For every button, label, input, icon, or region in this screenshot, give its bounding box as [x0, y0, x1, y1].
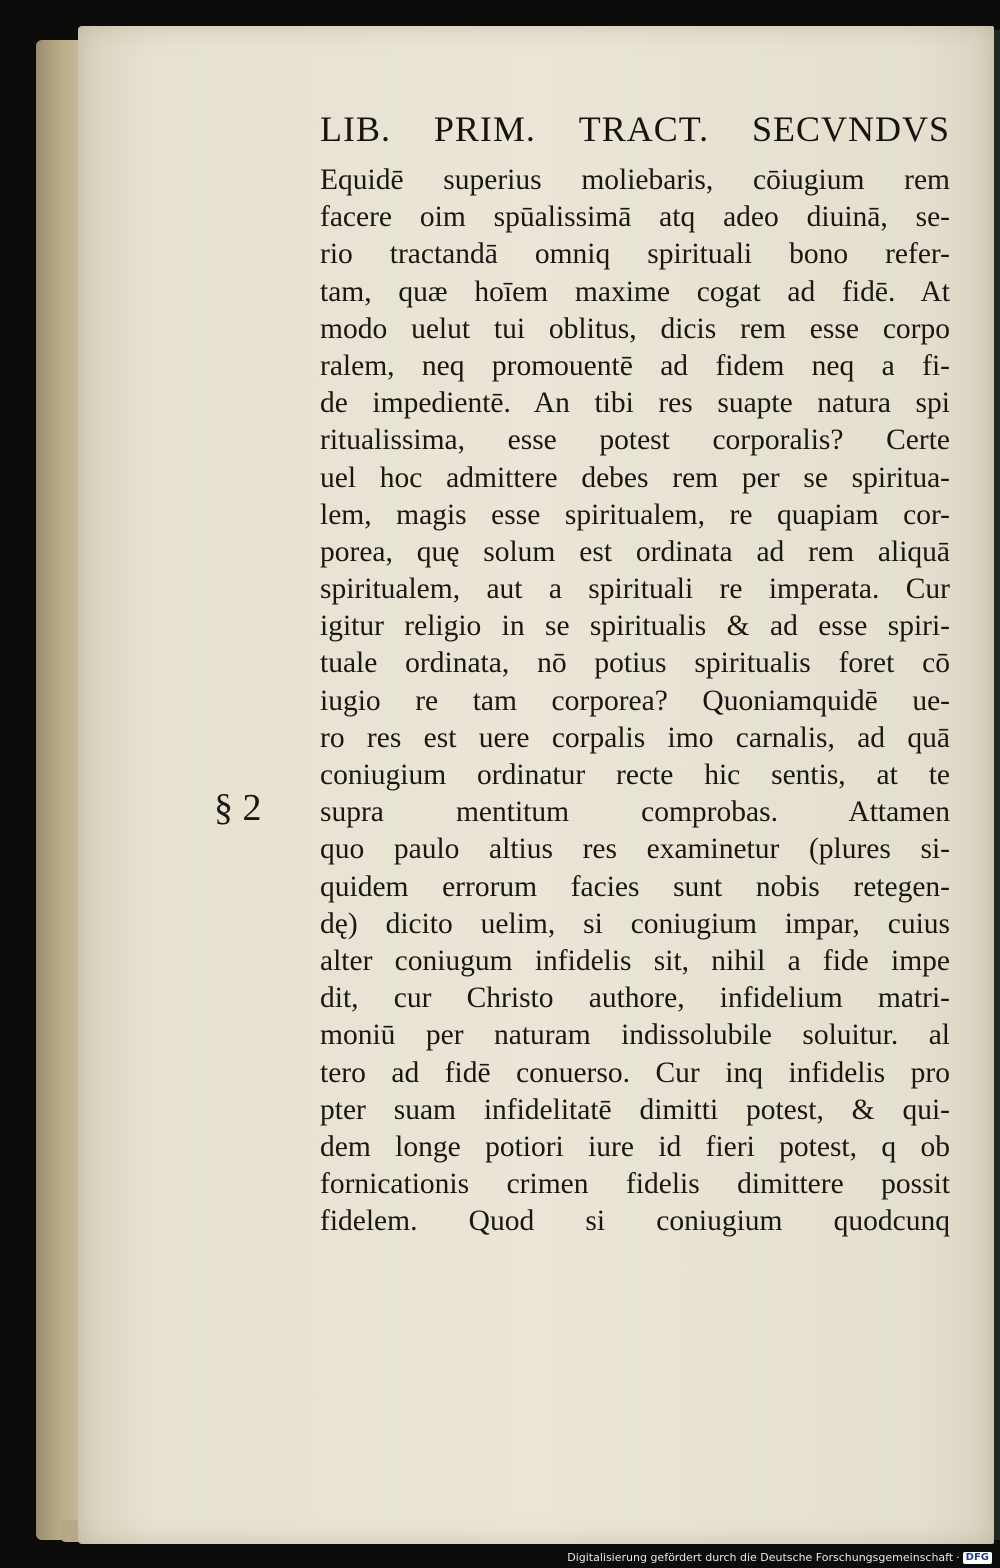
- text-line: de impedientē. An tibi res suapte natura spi: [320, 387, 950, 420]
- running-head-word: SECVNDVS: [751, 109, 950, 149]
- digitization-credit: [567, 1550, 992, 1566]
- text-line: uel hoc admittere debes rem per se spiritua-: [320, 461, 950, 494]
- running-head: [320, 108, 950, 150]
- text-line: tero ad fidē conuerso. Cur inq infidelis pro: [320, 1056, 950, 1089]
- text-line: dit, cur Christo authore, infidelium matri-: [320, 982, 950, 1015]
- text-line: tam, quæ hoīem maxime cogat ad fidē. At: [320, 275, 950, 308]
- text-line: iugio re tam corporea? Quoniamquidē ue-: [320, 684, 950, 717]
- text-line: ritualissima, esse potest corporalis? Certe: [320, 424, 950, 457]
- text-line: Equidē superius moliebaris, cōiugium rem: [320, 164, 950, 196]
- text-line: porea, quę solum est ordinata ad rem aliquā: [320, 535, 950, 568]
- body-text: [320, 162, 950, 1240]
- text-line: tuale ordinata, nō potius spiritualis foret cō: [320, 647, 950, 680]
- text-line: pter suam infidelitatē dimitti potest, & qui-: [320, 1093, 950, 1126]
- text-line: rio tractandā omniq spirituali bono refer-: [320, 238, 950, 271]
- margin-section-note: § 2: [214, 787, 262, 829]
- text-line: fidelem. Quod si coniugium quodcunq: [320, 1205, 950, 1238]
- text-line: quidem errorum facies sunt nobis retegen-: [320, 870, 950, 903]
- text-line: lem, magis esse spiritualem, re quapiam cor-: [320, 498, 950, 531]
- text-line: ro res est uere corpalis imo carnalis, ad quā: [320, 721, 950, 754]
- text-line: supra mentitum comprobas. Attamen: [320, 796, 950, 829]
- text-line: dem longe potiori iure id fieri potest, q ob: [320, 1130, 950, 1163]
- text-line: spiritualem, aut a spirituali re imperata. Cur: [320, 573, 950, 606]
- running-head-word: LIB.: [320, 109, 391, 149]
- running-head-word: TRACT.: [578, 109, 710, 149]
- text-line: quo paulo altius res examinetur (plures si-: [320, 833, 950, 866]
- text-line: fornicationis crimen fidelis dimittere possit: [320, 1168, 950, 1201]
- text-line: dę) dicito uelim, si coniugium impar, cuius: [320, 907, 950, 940]
- dfg-logo-icon: DFG: [963, 1552, 992, 1564]
- text-line: ralem, neq promouentē ad fidem neq a fi-: [320, 349, 950, 382]
- text-line: facere oim spūalissimā atq adeo diuinā, se-: [320, 201, 950, 234]
- text-line: moniū per naturam indissolubile soluitur. al: [320, 1019, 950, 1052]
- text-line: igitur religio in se spiritualis & ad esse spiri-: [320, 610, 950, 643]
- credit-separator: ·: [956, 1551, 960, 1564]
- text-line: coniugium ordinatur recte hic sentis, at te: [320, 759, 950, 791]
- text-line: alter coniugum infidelis sit, nihil a fide impe: [320, 944, 950, 977]
- text-line: modo uelut tui oblitus, dicis rem esse corpo: [320, 312, 950, 345]
- running-head-word: PRIM.: [433, 109, 536, 149]
- credit-text: Digitalisierung gefördert durch die Deutsche Forschungsgemeinschaft: [567, 1551, 954, 1564]
